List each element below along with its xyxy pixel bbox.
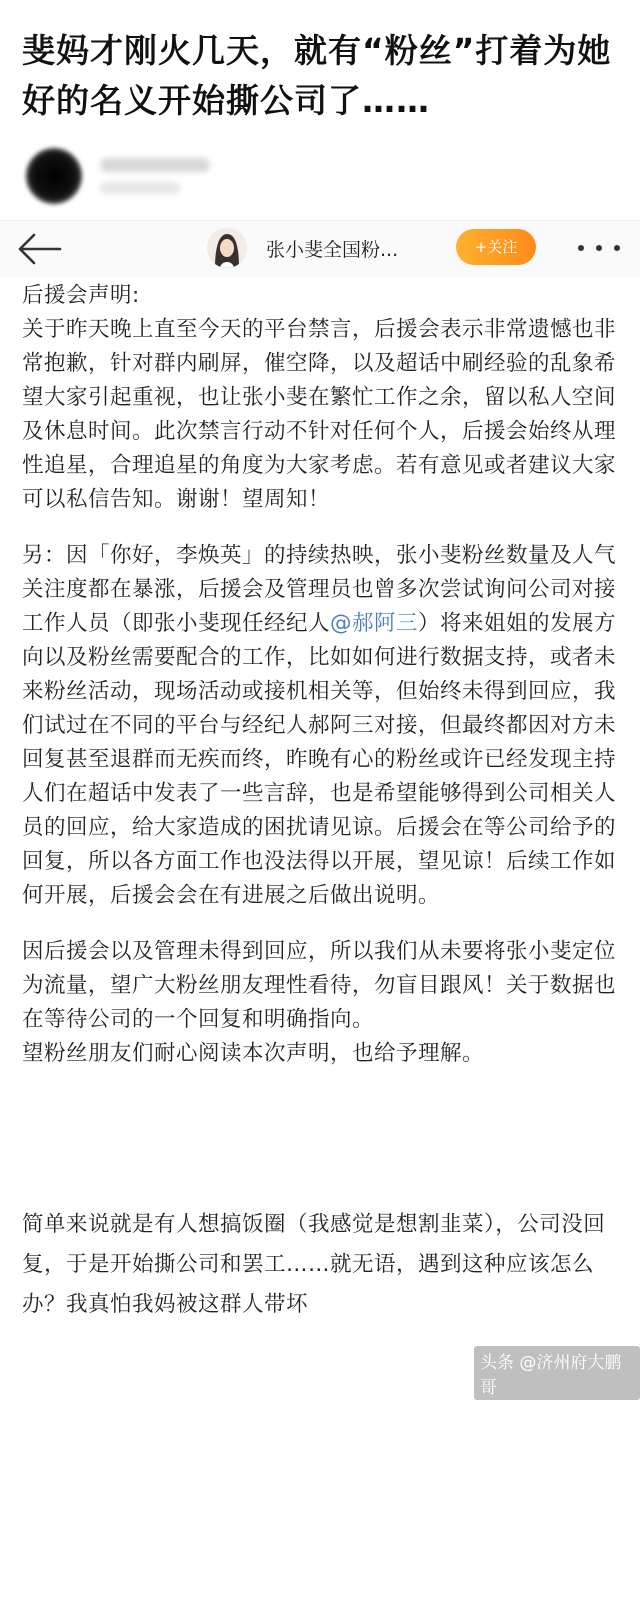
blurred-author-meta (100, 182, 180, 194)
blurred-avatar (26, 148, 82, 204)
blurred-author-name (100, 158, 210, 172)
follow-button[interactable]: +关注 (456, 229, 536, 265)
watermark: 头条 @济州府大鹏哥 (474, 1346, 640, 1400)
post-heading: 后援会声明: (22, 283, 140, 308)
mention-link[interactable]: @郝阿三 (330, 611, 419, 636)
account-name[interactable]: 张小斐全国粉... (266, 239, 399, 261)
post-body (22, 279, 622, 1071)
author-row[interactable] (22, 148, 322, 208)
post-paragraph-4: 望粉丝朋友们耐心阅读本次声明，也给予理解。 (22, 1041, 485, 1066)
more-options-icon[interactable] (576, 235, 622, 263)
post-paragraph-2: 另：因「你好，李焕英」的持续热映，张小斐粉丝数量及人气关注度都在暴涨，后援会及管理员也曾多次尝试询问公司对接工作人员（即张小斐现任经纪人@郝阿三）将来姐姐的发展方向以及粉丝需要配合的工作，比如如何进行数据支持，或者未来粉丝活动，现场活动或接机相关等，但始终未得到回应，我们试过在不同的平台与经纪人郝阿三对接，但最终都因对方未回复甚至退群而无疾而终，昨晚有心的粉丝或许已经发现主持人们在超话中发表了一些言辞，也是希望能够得到公司相关人员的回应，给大家造成的困扰请见谅。后援会在等公司给予的回复，所以各方面工作也没法得以开展，望见谅！后续工作如何开展，后援会会在有进展之后做出说明。 (22, 543, 617, 908)
article-headline: 斐妈才刚火几天，就有“粉丝”打着为她好的名义开始撕公司了…… (22, 31, 612, 120)
account-avatar[interactable] (207, 228, 247, 268)
post-paragraph-3: 因后援会以及管理未得到回应，所以我们从未要将张小斐定位为流量，望广大粉丝朋友理性看待，勿盲目跟风！关于数据也在等待公司的一个回复和明确指向。 (22, 939, 617, 1032)
back-arrow-icon[interactable] (16, 231, 62, 267)
post-navbar (0, 221, 640, 277)
article-comment: 简单来说就是有人想搞饭圈（我感觉是想割韭菜），公司没回复，于是开始撕公司和罢工……就无语，遇到这种应该怎么办？我真怕我妈被这群人带坏 (22, 1212, 606, 1317)
post-paragraph-1: 关于昨天晚上直至今天的平台禁言，后援会表示非常遗憾也非常抱歉，针对群内刷屏，催空降，以及超话中刷经验的乱象希望大家引起重视，也让张小斐在繁忙工作之余，留以私人空间及休息时间。此次禁言行动不针对任何个人，后援会始终从理性追星，合理追星的角度为大家考虑。若有意见或者建议大家可以私信告知。谢谢！望周知！ (22, 317, 617, 512)
